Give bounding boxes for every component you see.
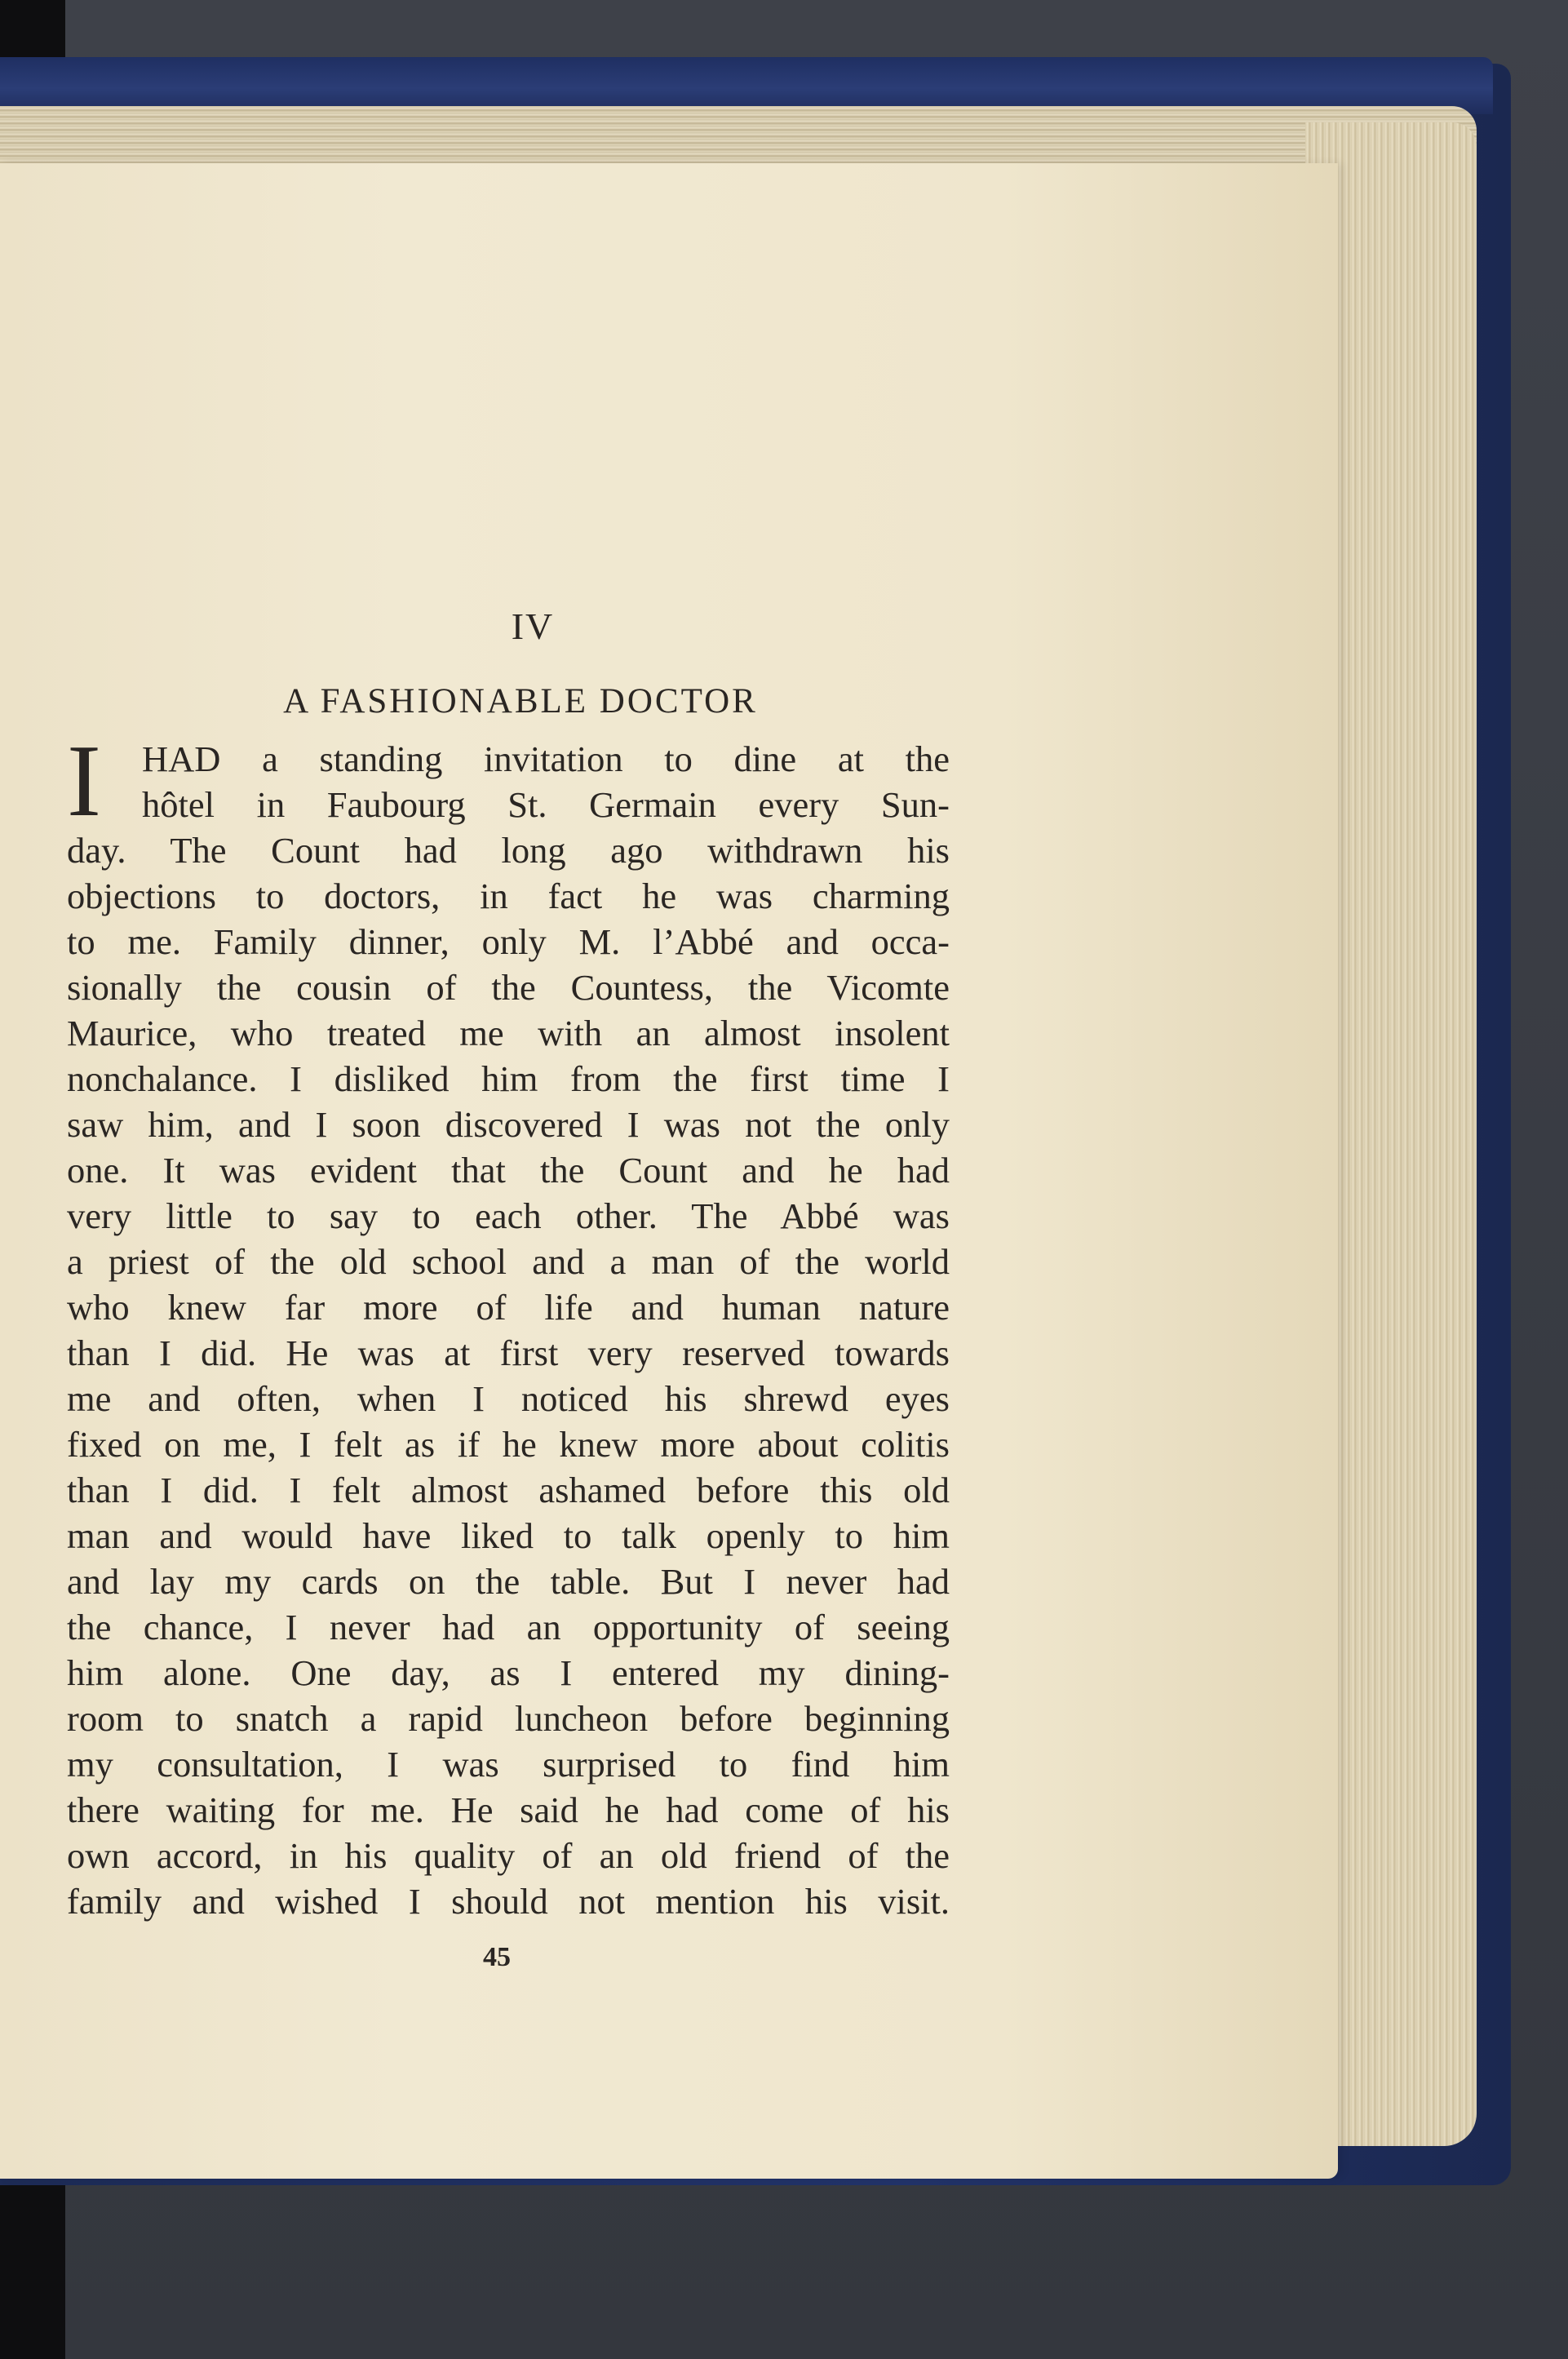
chapter-body (67, 725, 950, 1924)
text-line: my consultation, I was surprised to find him (67, 1744, 950, 1785)
text-line: who knew far more of life and human nature (67, 1287, 950, 1328)
drop-cap: I (67, 725, 101, 838)
text-line: the chance, I never had an opportunity of seeing (67, 1607, 950, 1647)
text-line: fixed on me, I felt as if he knew more about colitis (67, 1424, 950, 1465)
page-number: 45 (483, 1942, 511, 1972)
chapter-title: A FASHIONABLE DOCTOR (283, 682, 758, 721)
text-line: HAD a standing invitation to dine at the (142, 738, 950, 779)
text-line: room to snatch a rapid luncheon before beginning (67, 1698, 950, 1739)
text-line: him alone. One day, as I entered my dining- (67, 1652, 950, 1693)
text-line: saw him, and I soon discovered I was not the only (67, 1104, 950, 1145)
text-line: objections to doctors, in fact he was charming (67, 876, 950, 916)
text-line: man and would have liked to talk openly to him (67, 1515, 950, 1556)
text-line: Maurice, who treated me with an almost insolent (67, 1013, 950, 1053)
page-text (67, 597, 950, 1924)
text-line: there waiting for me. He said he had come of his (67, 1789, 950, 1830)
page-top-edges (0, 106, 1477, 171)
chapter-number: IV (511, 605, 555, 647)
text-line: day. The Count had long ago withdrawn his (67, 830, 950, 871)
text-line: own accord, in his quality of an old friend of the (67, 1835, 950, 1876)
text-line: than I did. I felt almost ashamed before this old (67, 1470, 950, 1510)
text-line: me and often, when I noticed his shrewd eyes (67, 1378, 950, 1419)
text-line: very little to say to each other. The Abbé was (67, 1195, 950, 1236)
text-line: one. It was evident that the Count and he had (67, 1150, 950, 1191)
text-line: to me. Family dinner, only M. l’Abbé and occa- (67, 921, 950, 962)
text-line: than I did. He was at first very reserved towards (67, 1332, 950, 1373)
text-line: a priest of the old school and a man of the world (67, 1241, 950, 1282)
text-line: sionally the cousin of the Countess, the Vicomte (67, 967, 950, 1008)
text-line: and lay my cards on the table. But I never had (67, 1561, 950, 1602)
text-line: family and wished I should not mention his visit. (67, 1881, 950, 1922)
text-line: hôtel in Faubourg St. Germain every Sun- (142, 784, 950, 825)
text-line: nonchalance. I disliked him from the first time I (67, 1058, 950, 1099)
